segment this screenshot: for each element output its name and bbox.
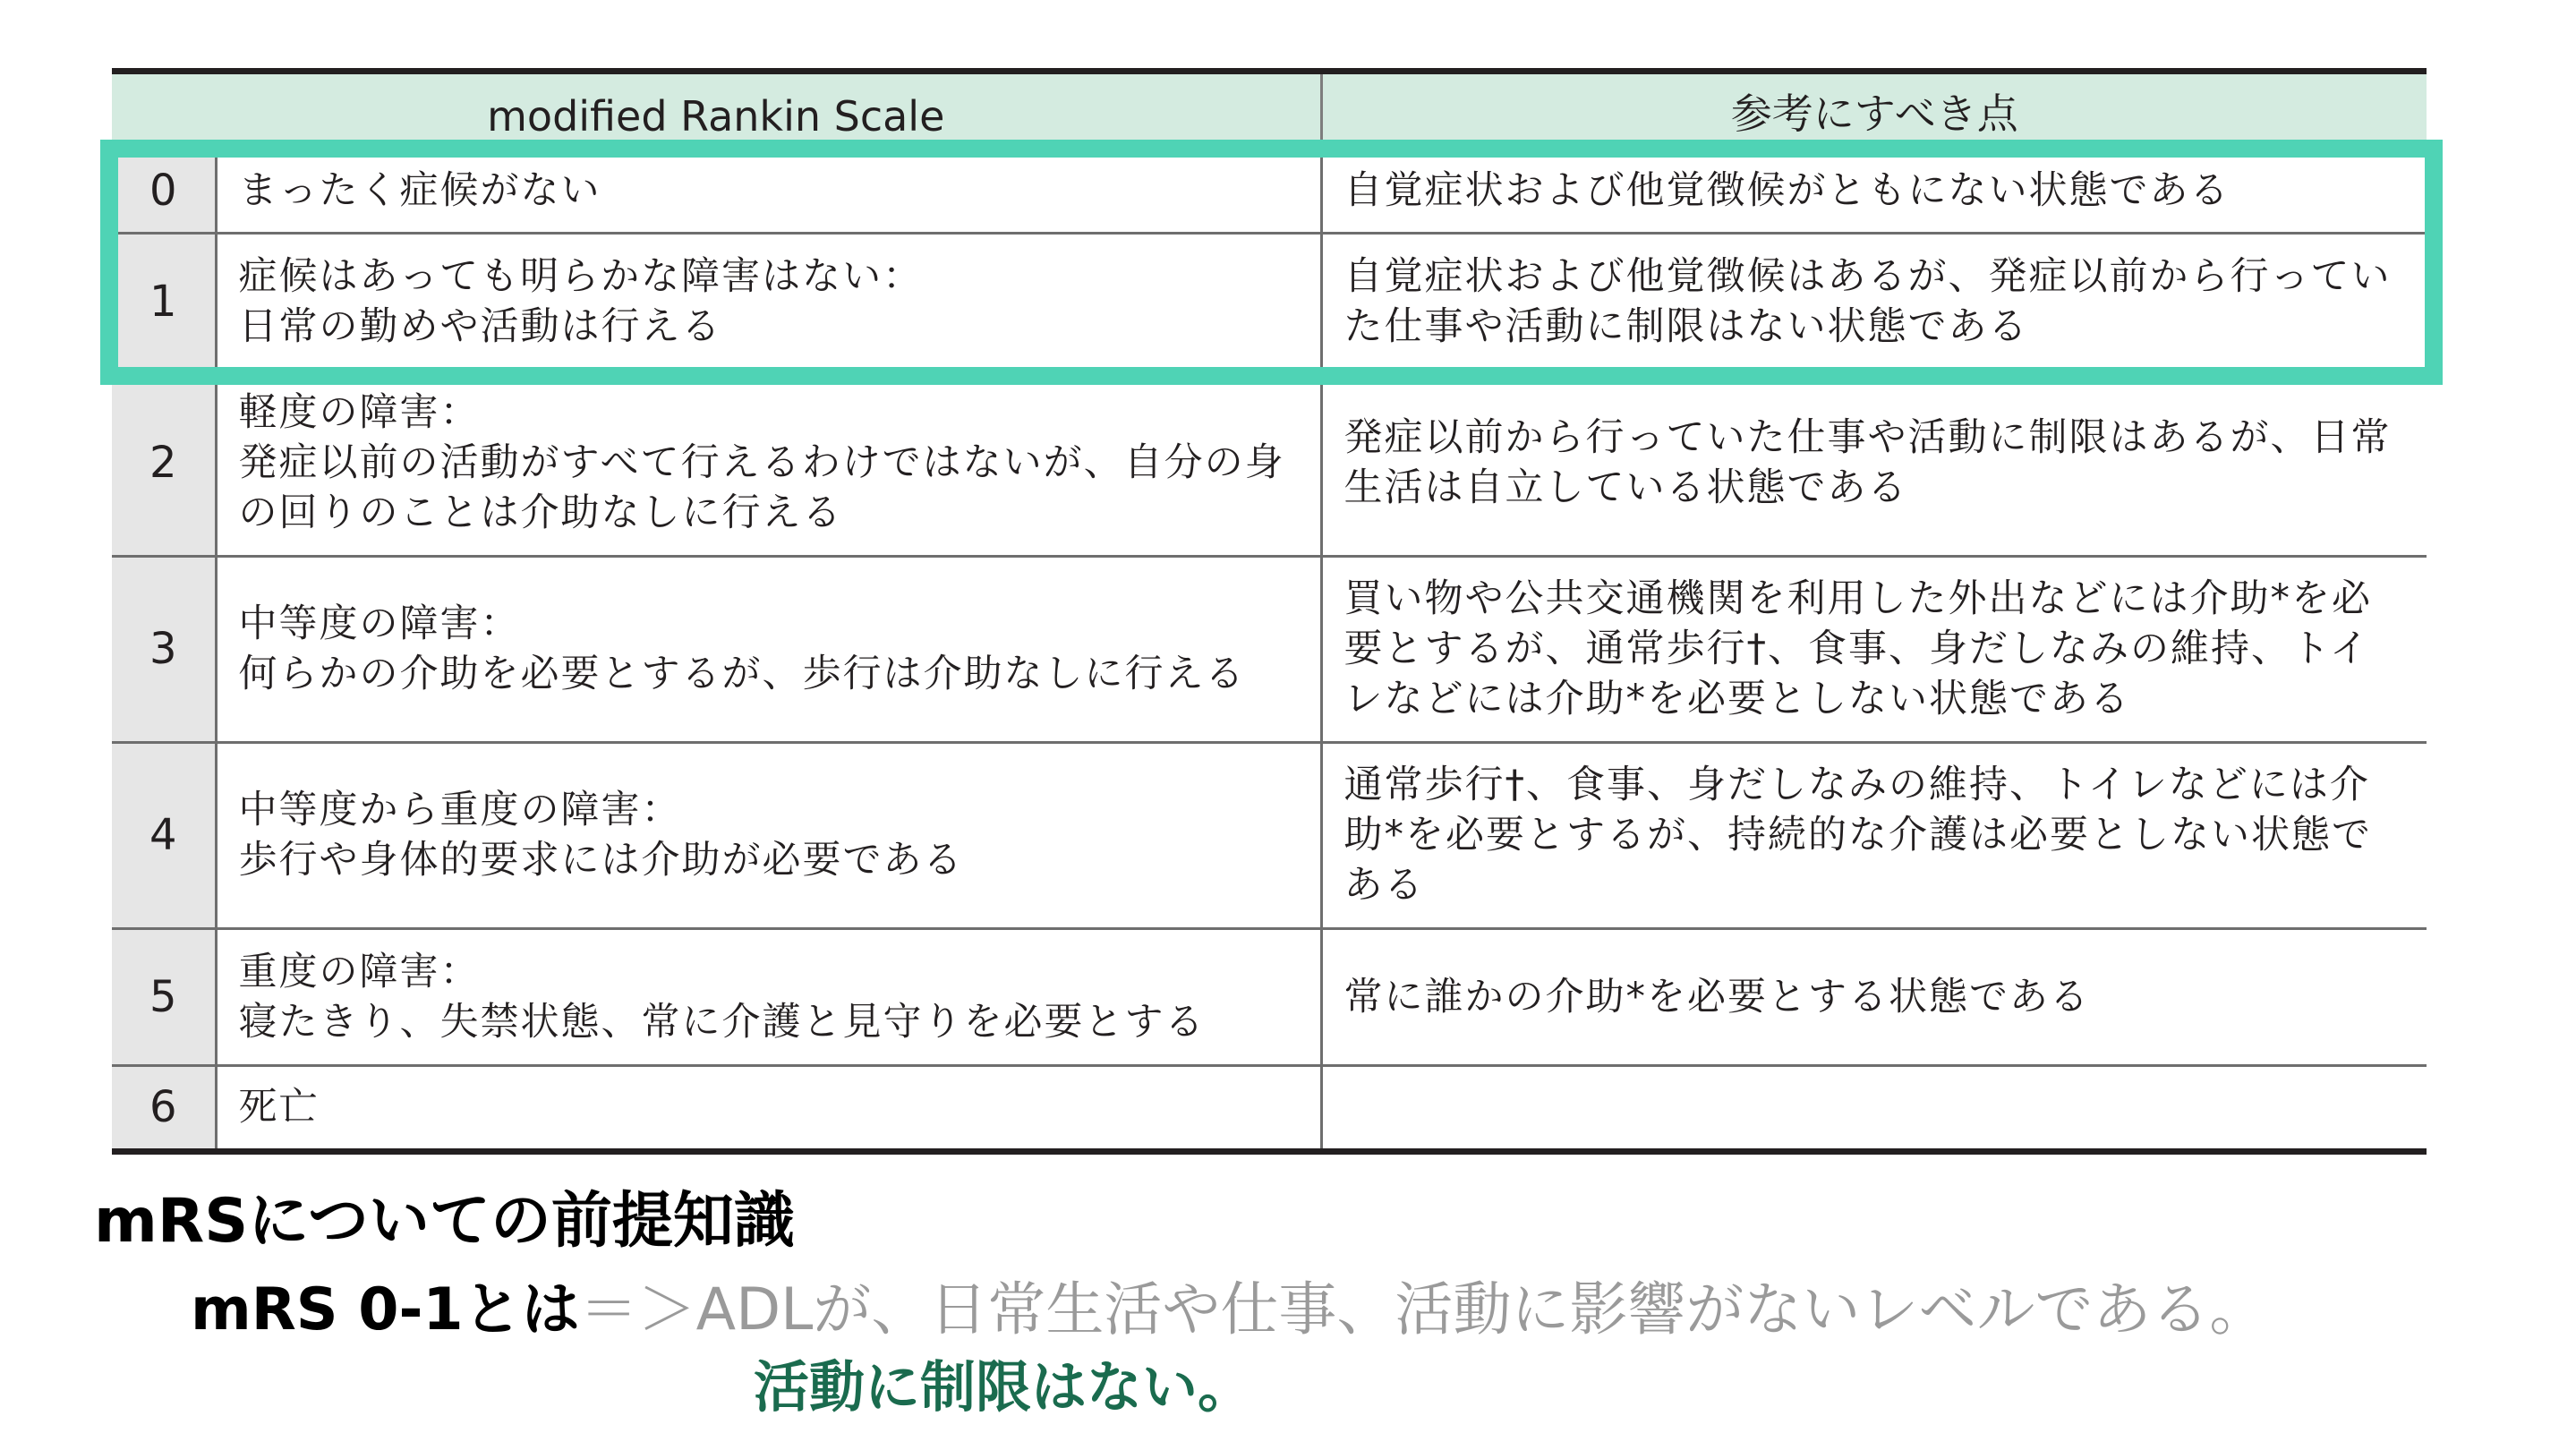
description-heading: まったく症候がない <box>238 167 601 213</box>
description-cell <box>216 928 1321 1065</box>
reference-cell: 自覚症状および他覚徴候はあるが、発症以前から行っていた仕事や活動に制限はない状態である <box>1321 233 2427 370</box>
table-row <box>112 370 2427 556</box>
description-cell <box>216 370 1321 556</box>
notes-emphasis: 活動に制限はない。 <box>754 1354 1254 1420</box>
description-heading: 中等度から重度の障害： <box>238 788 682 832</box>
table-row <box>112 233 2427 370</box>
reference-cell: 自覚症状および他覚徴候がともにない状態である <box>1321 149 2427 233</box>
notes-term: mRS 0-1とは <box>191 1276 580 1343</box>
reference-cell <box>1321 1065 2427 1151</box>
description-cell <box>216 233 1321 370</box>
reference-cell: 常に誰かの介助*を必要とする状態である <box>1321 928 2427 1065</box>
table-header-row <box>112 72 2427 149</box>
reference-cell: 買い物や公共交通機関を利用した外出などには介助*を必要とするが、通常歩行†、食事、身だしなみの維持、トイレなどには介助*を必要としない状態である <box>1321 556 2427 742</box>
description-detail: 日常の勤めや活動は行える <box>238 303 722 349</box>
grade-cell: 0 <box>112 149 216 233</box>
table-row <box>112 928 2427 1065</box>
table-row <box>112 149 2427 233</box>
header-reference: 参考にすべき点 <box>1321 72 2427 149</box>
description-cell <box>216 556 1321 742</box>
grade-cell: 6 <box>112 1065 216 1151</box>
notes-title: mRSについての前提知識 <box>94 1186 795 1257</box>
header-scale: modified Rankin Scale <box>112 72 1321 149</box>
description-heading: 中等度の障害： <box>238 601 521 646</box>
grade-cell: 1 <box>112 233 216 370</box>
notes-explanation: ＝＞ADLが、日常生活や仕事、活動に影響がないレベルである。 <box>579 1276 2268 1343</box>
description-cell <box>216 1065 1321 1151</box>
mrs-table <box>112 68 2427 1155</box>
description-detail: 寝たきり、失禁状態、常に介護と見守りを必要とする <box>238 999 1206 1045</box>
grade-cell: 3 <box>112 556 216 742</box>
description-cell <box>216 742 1321 928</box>
grade-cell: 5 <box>112 928 216 1065</box>
table-row <box>112 556 2427 742</box>
grade-cell: 2 <box>112 370 216 556</box>
description-cell <box>216 149 1321 233</box>
reference-cell: 発症以前から行っていた仕事や活動に制限はあるが、日常生活は自立している状態である <box>1321 370 2427 556</box>
table-row <box>112 742 2427 928</box>
grade-cell: 4 <box>112 742 216 928</box>
notes-definition <box>191 1262 2267 1346</box>
description-heading: 症候はあっても明らかな障害はない： <box>238 253 924 299</box>
description-heading: 重度の障害： <box>238 949 481 994</box>
description-detail: 発症以前の活動がすべて行えるわけではないが、自分の身の回りのことは介助なしに行える <box>238 440 1285 535</box>
reference-cell: 通常歩行†、食事、身だしなみの維持、トイレなどには介助*を必要とするが、持続的な介護は必要としない状態である <box>1321 742 2427 928</box>
description-heading: 軽度の障害： <box>238 390 481 435</box>
description-detail: 歩行や身体的要求には介助が必要である <box>238 838 964 883</box>
description-heading: 死亡 <box>238 1085 320 1130</box>
table-row <box>112 1065 2427 1151</box>
description-detail: 何らかの介助を必要とするが、歩行は介助なしに行える <box>238 652 1246 696</box>
